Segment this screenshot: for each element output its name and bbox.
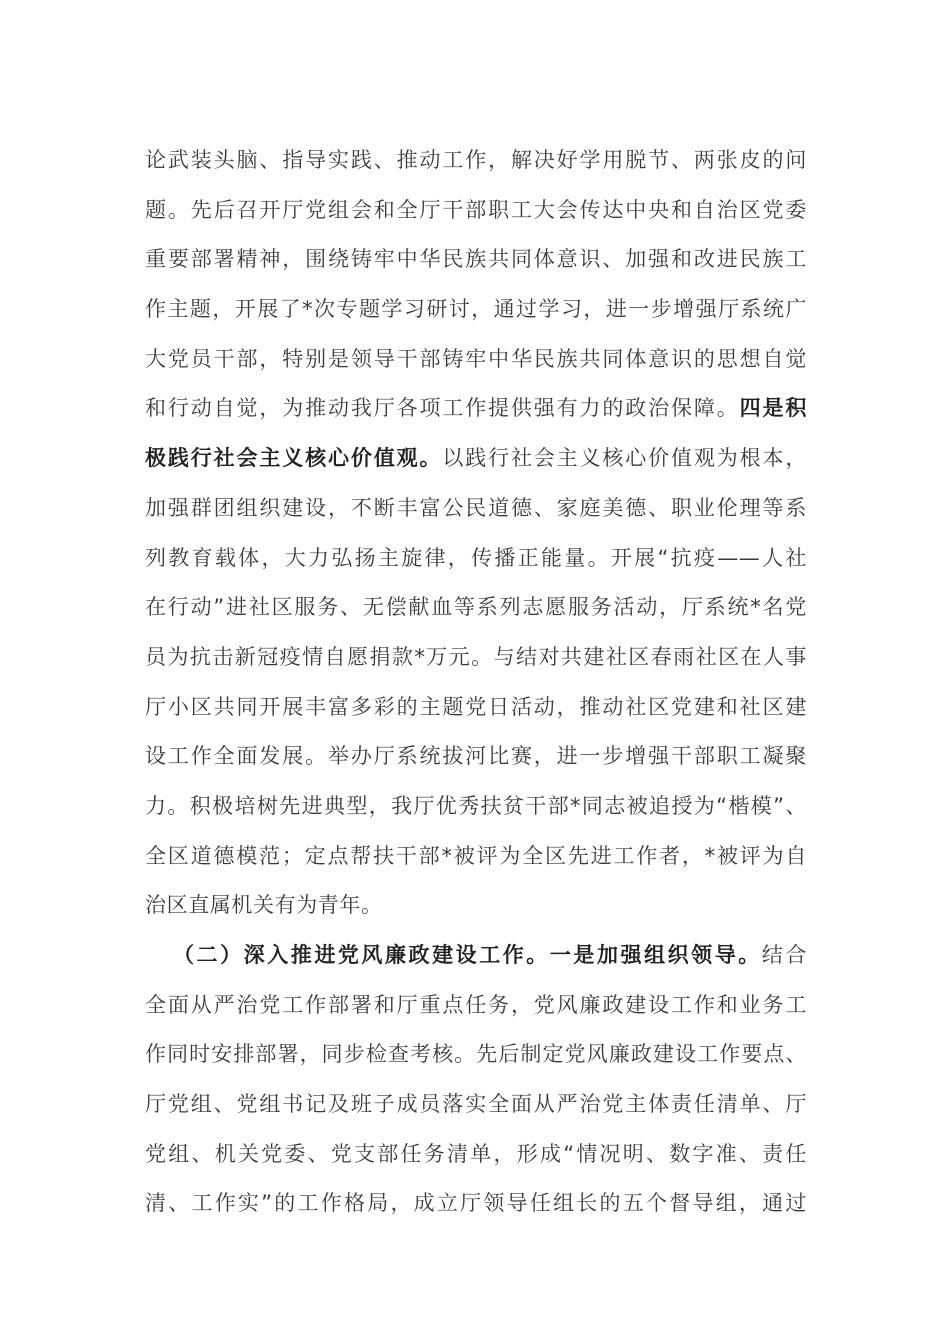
text-line: 列教育载体，大力弘扬主旋律，传播正能量。开展“抗疫——人社 xyxy=(145,545,807,570)
document-page xyxy=(145,136,807,1229)
text-line xyxy=(145,931,807,981)
text-line: 加强群团组织建设，不断丰富公民道德、家庭美德、职业伦理等系 xyxy=(145,495,807,520)
paragraph-ideology-and-values xyxy=(145,136,807,931)
bold-heading-run: 极践行社会主义核心价值观。 xyxy=(145,446,443,471)
text-line xyxy=(145,434,807,484)
text-line: 治区直属机关有为青年。 xyxy=(145,893,383,918)
text-run: 结合 xyxy=(761,943,807,967)
text-line: 论武装头脑、指导实践、推动工作，解决好学用脱节、两张皮的问 xyxy=(145,148,807,172)
section-heading-run: （二）深入推进党风廉政建设工作。一是加强组织领导。 xyxy=(173,943,762,967)
text-line: 作同时安排部署，同步检查考核。先后制定党风廉政建设工作要点、 xyxy=(145,1042,807,1067)
text-run: 以践行社会主义核心价值观为根本， xyxy=(442,446,807,471)
text-line: 在行动”进社区服务、无偿献血等系列志愿服务活动，厅系统*名党 xyxy=(145,595,807,620)
text-line: 重要部署精神，围绕铸牢中华民族共同体意识、加强和改进民族工 xyxy=(145,247,807,272)
text-line: 题。先后召开厅党组会和全厅干部职工大会传达中央和自治区党委 xyxy=(145,197,807,222)
text-run: 和行动自觉，为推动我厅各项工作提供强有力的政治保障。 xyxy=(145,396,740,421)
text-line: 大党员干部，特别是领导干部铸牢中华民族共同体意识的思想自觉 xyxy=(145,346,807,371)
text-line: 作主题，开展了*次专题学习研讨，通过学习，进一步增强厅系统广 xyxy=(145,297,807,322)
text-line: 厅党组、党组书记及班子成员落实全面从严治党主体责任清单、厅 xyxy=(145,1092,807,1117)
text-line: 力。积极培树先进典型，我厅优秀扶贫干部*同志被追授为“楷模”、 xyxy=(145,793,807,818)
bold-heading-run: 四是积 xyxy=(739,396,807,421)
text-line: 清、工作实”的工作格局，成立厅领导任组长的五个督导组，通过 xyxy=(145,1191,807,1216)
text-line: 厅小区共同开展丰富多彩的主题党日活动，推动社区党建和社区建 xyxy=(145,694,807,719)
text-line: 全面从严治党工作部署和厅重点任务，党风廉政建设工作和业务工 xyxy=(145,992,807,1017)
text-line: 设工作全面发展。举办厅系统拔河比赛，进一步增强干部职工凝聚 xyxy=(145,744,807,769)
paragraph-party-conduct xyxy=(145,931,807,1229)
text-line: 员为抗击新冠疫情自愿捐款*万元。与结对共建社区春雨社区在人事 xyxy=(145,644,807,669)
text-line xyxy=(145,384,807,434)
text-line: 党组、机关党委、党支部任务清单，形成“情况明、数字准、责任 xyxy=(145,1141,807,1166)
text-line: 全区道德模范；定点帮扶干部*被评为全区先进工作者，*被评为自 xyxy=(145,843,807,868)
